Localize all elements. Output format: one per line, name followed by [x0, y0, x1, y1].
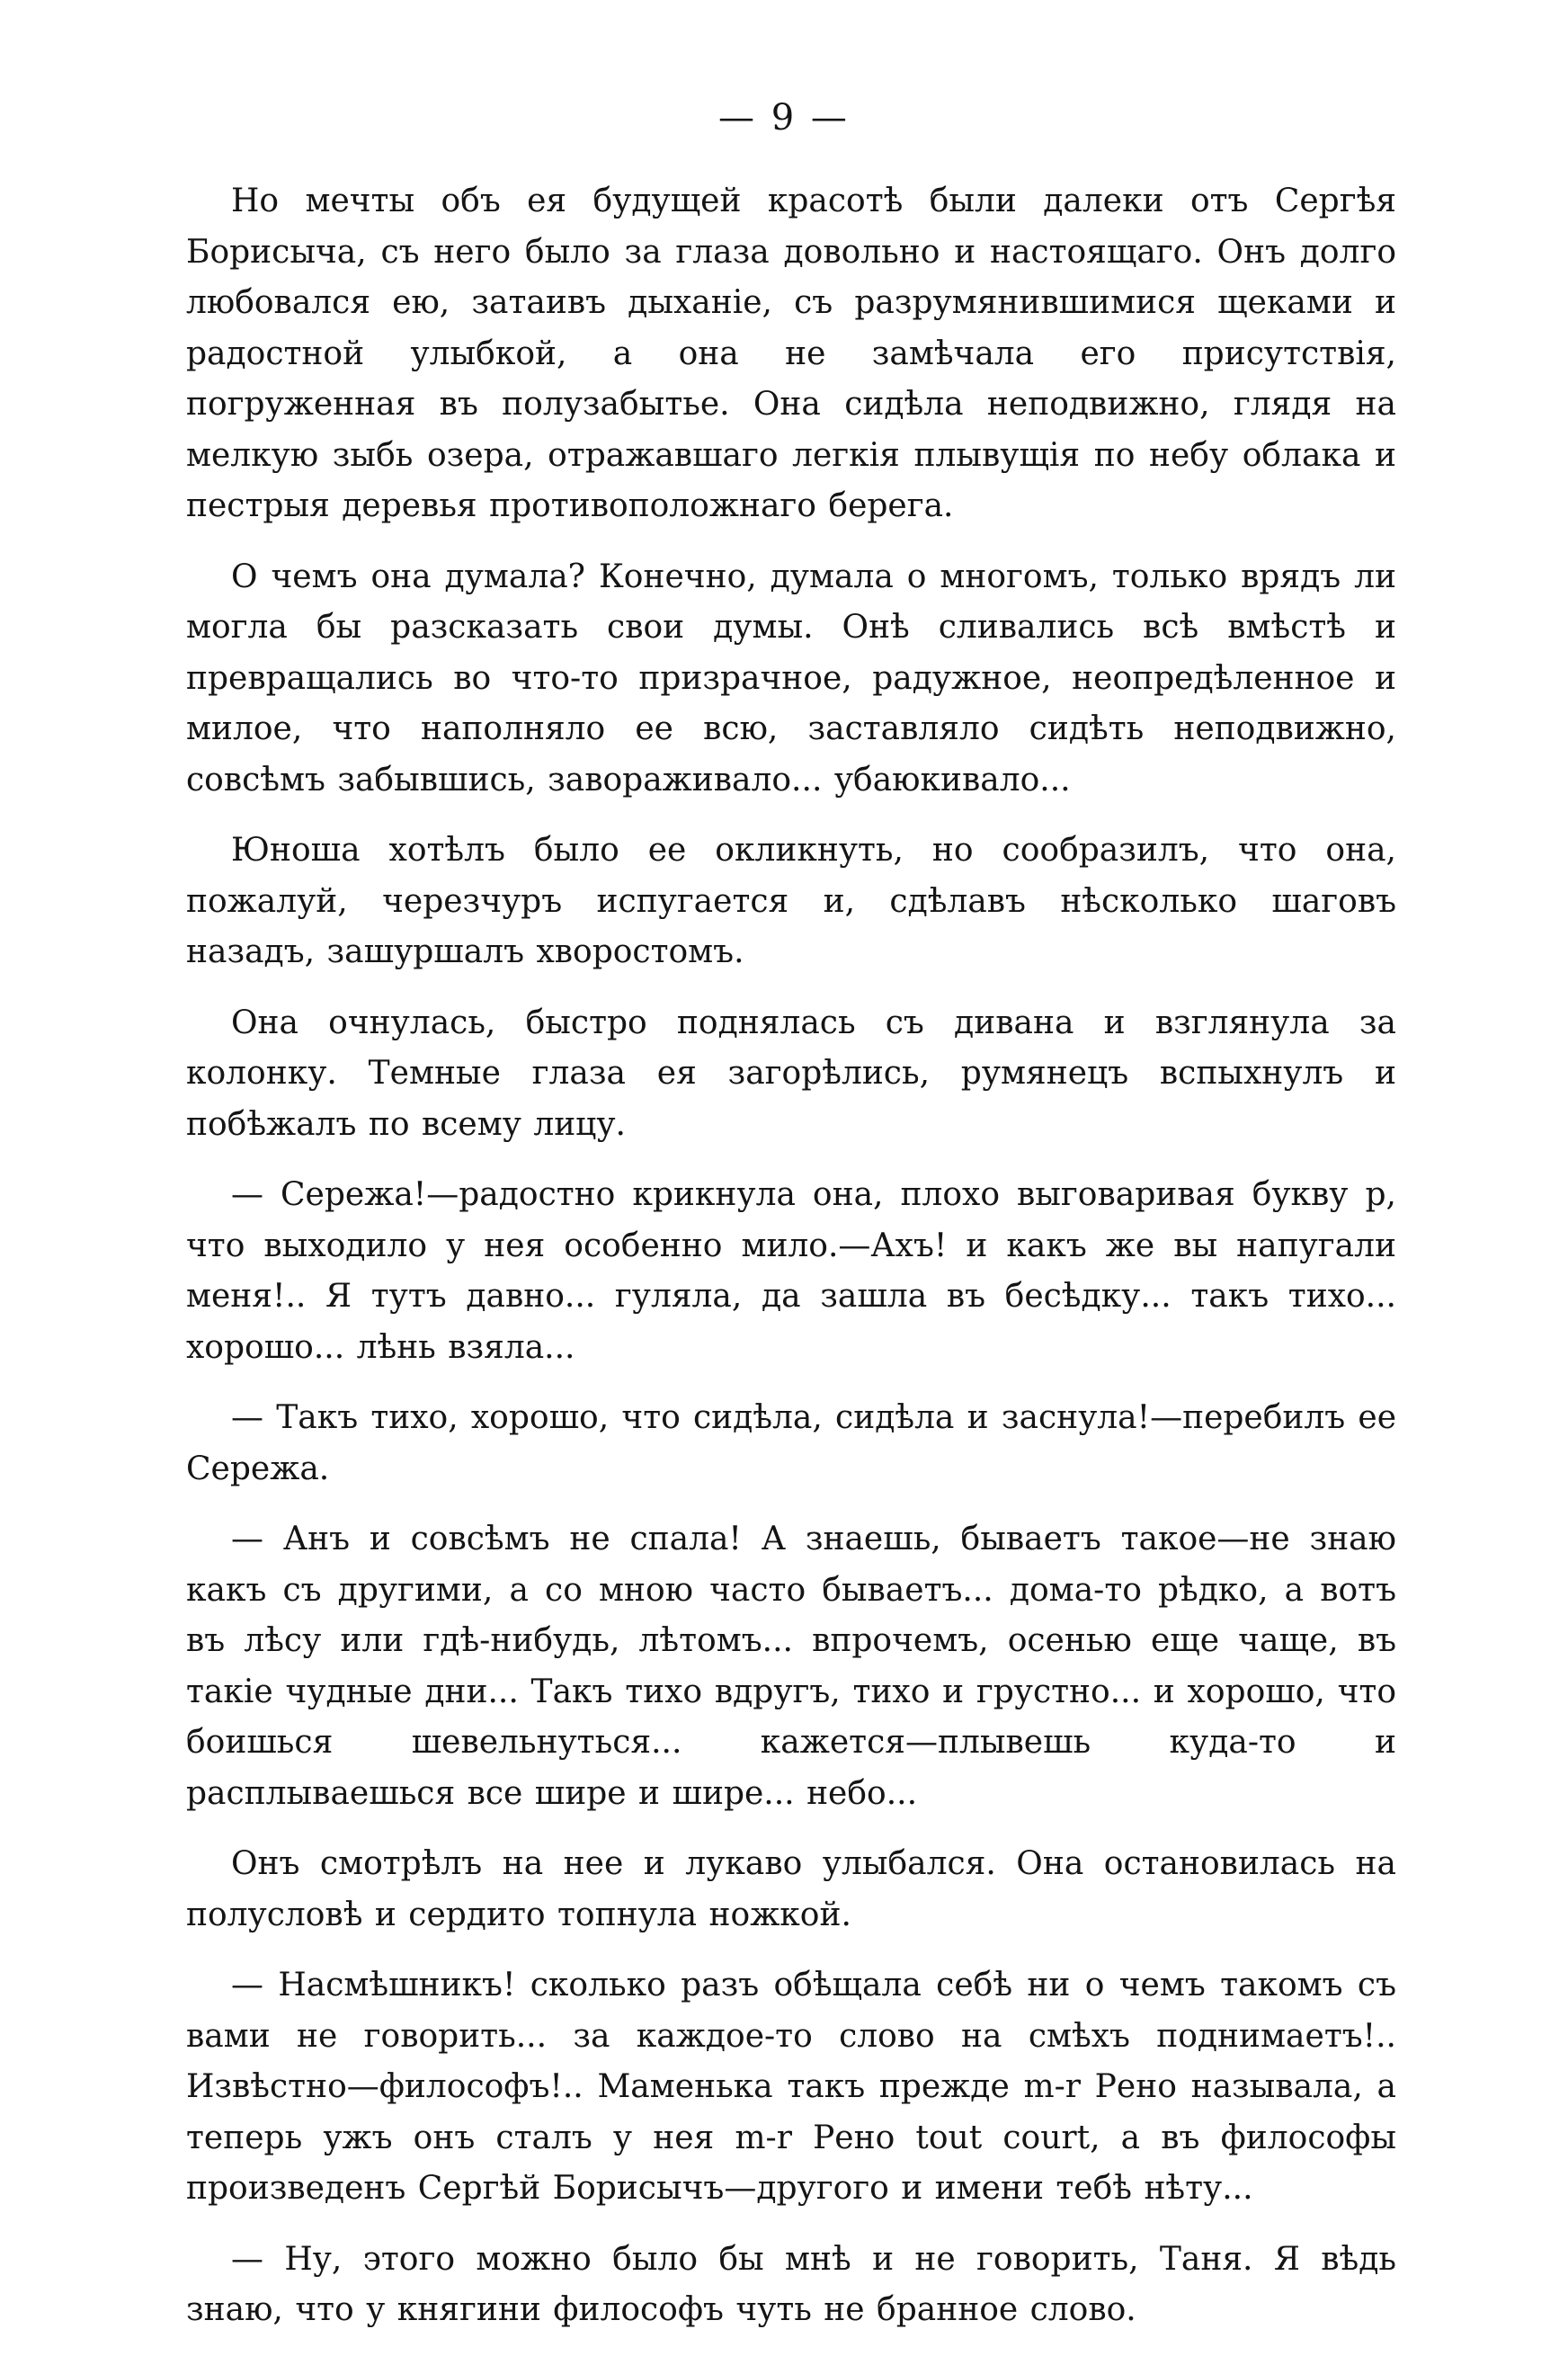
paragraph: О чемъ она думала? Конечно, думала о многомъ, только врядъ ли могла бы разсказать свои думы. Онѣ сливались всѣ вмѣстѣ и превращались во что-то призрачное, радужное, неопредѣленное и милое, что наполняло ее всю, заставляло сидѣть неподвижно, совсѣмъ забывшись, завораживало... убаюкивало... [186, 558, 1396, 799]
paragraph: Юноша хотѣлъ было ее окликнуть, но сообразилъ, что она, пожалуй, черезчуръ испугается и, сдѣлавъ нѣсколько шаговъ назадъ, зашуршалъ хворостомъ. [186, 832, 1396, 970]
dialogue-paragraph: — Сережа!—радостно крикнула она, плохо выговаривая букву р, что выходило у нея особенно мило.—Ахъ! и какъ же вы напугали меня!.. Я тутъ давно... гуляла, да зашла въ бесѣдку... такъ тихо... хорошо... лѣнь взяла... [186, 1176, 1396, 1366]
body-text [186, 176, 1396, 2356]
dialogue-paragraph: — Насмѣшникъ! сколько разъ обѣщала себѣ ни о чемъ такомъ съ вами не говорить... за каждое-то слово на смѣхъ поднимаетъ!.. Извѣстно—философъ!.. Маменька такъ прежде m-r Рено называла, а теперь ужъ онъ сталъ у нея m-r Рено tout court, а въ философы произведенъ Сергѣй Борисычъ—другого и имени тебѣ нѣту... [186, 1967, 1396, 2207]
page-number: — 9 — [718, 97, 850, 138]
dialogue-paragraph: — Ну, этого можно было бы мнѣ и не говорить, Таня. Я вѣдь знаю, что у княгини философъ чуть не бранное слово. [186, 2240, 1396, 2328]
paragraph: Онъ смотрѣлъ на нее и лукаво улыбался. Она остановилась на полусловѣ и сердито топнула ножкой. [186, 1845, 1396, 1933]
dialogue-paragraph: — Такъ тихо, хорошо, что сидѣла, сидѣла и заснула!—перебилъ ее Сережа. [186, 1399, 1396, 1487]
dialogue-paragraph: — Анъ и совсѣмъ не спала! А знаешь, бываетъ такое—не знаю какъ съ другими, а со мною часто бываетъ... дома-то рѣдко, а вотъ въ лѣсу или гдѣ-нибудь, лѣтомъ... впрочемъ, осенью еще чаще, въ такіе чудные дни... Такъ тихо вдругъ, тихо и грустно... и хорошо, что боишься шевельнуться... кажется—плывешь куда-то и расплываешься все шире и шире... небо... [186, 1521, 1396, 1812]
paragraph: Но мечты объ ея будущей красотѣ были далеки отъ Сергѣя Борисыча, съ него было за глаза довольно и настоящаго. Онъ долго любовался ею, затаивъ дыханіе, съ разрумянившимися щеками и радостной улыбкой, а она не замѣчала его присутствія, погруженная въ полузабытье. Она сидѣла неподвижно, глядя на мелкую зыбь озера, отражавшаго легкія плывущія по небу облака и пестрыя деревья противоположнаго берега. [186, 183, 1396, 524]
paragraph: Она очнулась, быстро поднялась съ дивана и взглянула за колонку. Темные глаза ея загорѣлись, румянецъ вспыхнулъ и побѣжалъ по всему лицу. [186, 1004, 1396, 1143]
